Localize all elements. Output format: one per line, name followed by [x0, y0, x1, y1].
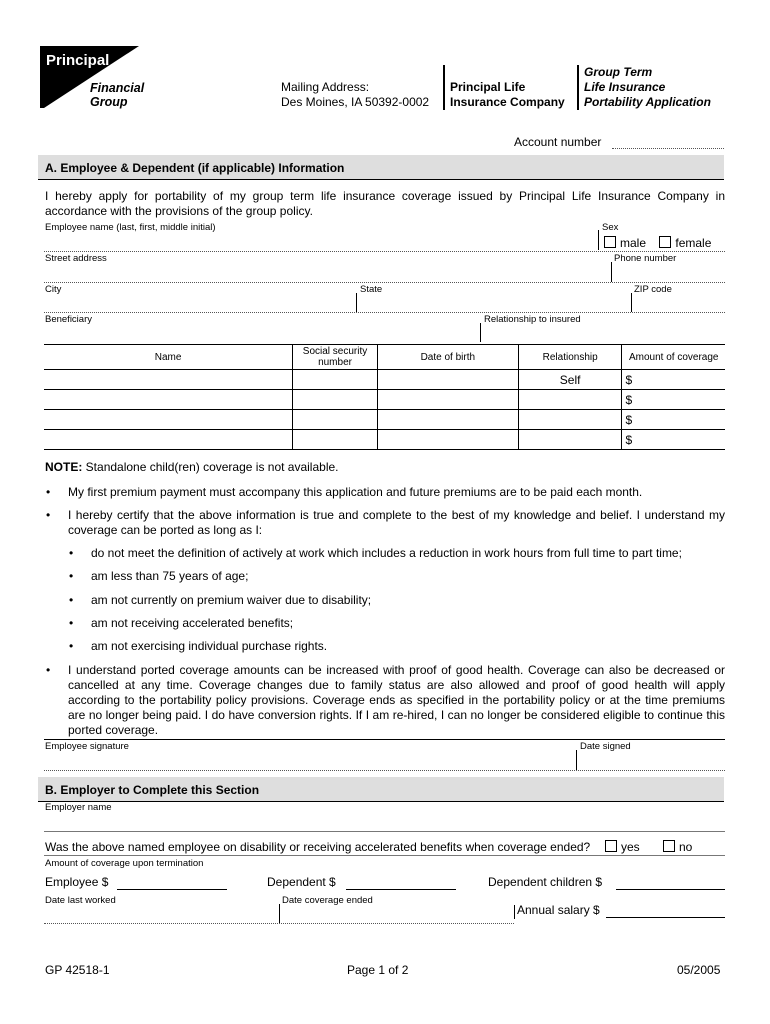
- col-dob-header: Date of birth: [377, 345, 518, 370]
- ssn-cell[interactable]: [293, 430, 378, 450]
- phone-divider: [611, 262, 612, 282]
- table-row: [44, 370, 725, 390]
- ssn-cell[interactable]: [293, 410, 378, 430]
- amount-cell[interactable]: $: [622, 410, 725, 430]
- sub-bullet-2: am less than 75 years of age;: [91, 569, 249, 583]
- date-last-worked-field[interactable]: [44, 923, 514, 924]
- amount-label: Amount of coverage upon termination: [45, 858, 204, 869]
- sub-bullet-1: do not meet the definition of actively at work which includes a reduction in work hours from full time to part time;: [91, 546, 682, 560]
- street-label: Street address: [45, 253, 107, 264]
- question-rule: [44, 855, 725, 856]
- note-text: Standalone child(ren) coverage is not available.: [82, 460, 339, 474]
- state-divider: [356, 293, 357, 312]
- employee-amount-label: Employee $: [45, 875, 109, 889]
- city-field[interactable]: [44, 312, 725, 313]
- header-divider-1: [443, 65, 445, 110]
- company-line-2: Insurance Company: [450, 95, 565, 109]
- sub-bullet-icon: •: [69, 593, 74, 607]
- form-title: [584, 65, 711, 110]
- dependent-amount-field[interactable]: [346, 889, 456, 890]
- employer-name-field[interactable]: [44, 831, 725, 832]
- table-row: [44, 410, 725, 430]
- sub-bullet-5: am not exercising individual purchase rights.: [91, 639, 328, 653]
- col-relationship-header: Relationship: [518, 345, 622, 370]
- employee-amount-field[interactable]: [117, 889, 227, 890]
- date-signed-label: Date signed: [580, 741, 631, 752]
- annual-salary-divider: [514, 905, 515, 919]
- street-field[interactable]: [44, 282, 725, 283]
- relationship-cell[interactable]: [518, 430, 622, 450]
- name-cell[interactable]: [44, 410, 293, 430]
- zip-label: ZIP code: [634, 284, 672, 295]
- logo-principal-text: Principal: [46, 52, 110, 69]
- bullet-icon: •: [46, 485, 51, 499]
- amount-cell[interactable]: $: [622, 370, 725, 390]
- form-title-line-2: Life Insurance: [584, 80, 666, 94]
- form-number: GP 42518-1: [45, 963, 110, 977]
- page-number: Page 1 of 2: [347, 963, 409, 977]
- intro-paragraph: I hereby apply for portability of my group term life insurance coverage issued by Principal Life Insurance Company in accordance with the provisions of the group policy.: [45, 189, 725, 218]
- sex-label: Sex: [602, 222, 619, 233]
- dob-cell[interactable]: [377, 410, 518, 430]
- no-option: [663, 840, 692, 854]
- header-divider-2: [577, 65, 579, 110]
- dob-cell[interactable]: [377, 370, 518, 390]
- employer-name-label: Employer name: [45, 802, 112, 813]
- form-title-line-3: Portability Application: [584, 95, 711, 109]
- name-cell[interactable]: [44, 430, 293, 450]
- company-name: [450, 80, 565, 110]
- employee-name-label: Employee name (last, first, middle initial): [45, 222, 216, 233]
- name-cell[interactable]: [44, 370, 293, 390]
- note-label: NOTE:: [45, 460, 83, 474]
- annual-salary-field[interactable]: [606, 917, 725, 918]
- relationship-cell[interactable]: [518, 410, 622, 430]
- table-row: [44, 390, 725, 410]
- dob-cell[interactable]: [377, 390, 518, 410]
- signature-label: Employee signature: [45, 741, 129, 752]
- employee-name-field[interactable]: [44, 251, 725, 252]
- city-label: City: [45, 284, 62, 295]
- form-title-line-1: Group Term: [584, 65, 653, 79]
- bullet-icon: •: [46, 508, 51, 522]
- bullet-1: My first premium payment must accompany this application and future premiums are to be paid each month.: [68, 485, 643, 499]
- sub-bullet-icon: •: [69, 569, 74, 583]
- yes-label: yes: [621, 840, 640, 854]
- sub-bullet-3: am not currently on premium waiver due to disability;: [91, 593, 372, 607]
- male-checkbox[interactable]: [604, 236, 616, 248]
- no-label: no: [679, 840, 693, 854]
- sub-bullet-icon: •: [69, 639, 74, 653]
- mailing-label: Mailing Address:: [281, 80, 370, 94]
- amount-cell[interactable]: $: [622, 430, 725, 450]
- annual-salary-label: Annual salary $: [517, 903, 600, 917]
- coverage-table: [44, 344, 725, 450]
- relationship-label: Relationship to insured: [484, 314, 581, 325]
- beneficiary-label: Beneficiary: [45, 314, 92, 325]
- bullet-icon: •: [46, 663, 51, 677]
- col-ssn-header: Social security number: [293, 345, 378, 370]
- col-name-header: Name: [44, 345, 293, 370]
- sub-bullet-icon: •: [69, 616, 74, 630]
- account-number-label: Account number: [514, 135, 602, 149]
- sex-options: [604, 236, 711, 250]
- note: [45, 460, 339, 474]
- state-label: State: [360, 284, 383, 295]
- zip-divider: [631, 293, 632, 312]
- company-line-1: Principal Life: [450, 80, 526, 94]
- ssn-cell[interactable]: [293, 370, 378, 390]
- form-date: 05/2005: [677, 963, 721, 977]
- yes-option: [605, 840, 640, 854]
- account-number-field[interactable]: [612, 148, 724, 149]
- signature-top-rule: [44, 739, 725, 740]
- sub-bullet-4: am not receiving accelerated benefits;: [91, 616, 294, 630]
- mailing-address: [281, 80, 429, 110]
- logo-financial-text: Financial: [90, 81, 145, 95]
- date-coverage-ended-label: Date coverage ended: [282, 895, 373, 906]
- disability-question: Was the above named employee on disability or receiving accelerated benefits when coverage ended?: [45, 840, 591, 854]
- section-a-title: A. Employee & Dependent (if applicable) Information: [45, 161, 345, 175]
- relationship-cell: Self: [518, 370, 622, 390]
- ssn-cell[interactable]: [293, 390, 378, 410]
- no-checkbox[interactable]: [663, 840, 675, 852]
- relationship-divider: [480, 323, 481, 342]
- dependent-children-field[interactable]: [616, 889, 725, 890]
- dependent-amount-label: Dependent $: [267, 875, 336, 889]
- sub-bullet-icon: •: [69, 546, 74, 560]
- coverage-ended-divider: [279, 904, 280, 923]
- amount-cell[interactable]: $: [622, 390, 725, 410]
- section-a-header: [38, 155, 724, 180]
- name-cell[interactable]: [44, 390, 293, 410]
- female-label: female: [675, 236, 712, 250]
- table-row: [44, 430, 725, 450]
- logo-group-text: Group: [90, 95, 128, 109]
- section-b-header: [38, 777, 724, 802]
- female-checkbox[interactable]: [659, 236, 671, 248]
- bullet-3: I understand ported coverage amounts can be increased with proof of good health. Coverage can also be decreased or cancelled at any time. Coverage changes due to family status are also allowed and proof of good health will apply according to the portability policy provisions. Coverage ends as specified in the portability policy or at the time premiums are no longer being paid. I do have conversion rights. If I am re-hired, I can no longer be considered eligible to continue this ported coverage.: [68, 663, 725, 737]
- section-b-title: B. Employer to Complete this Section: [45, 783, 260, 797]
- principal-logo: [40, 46, 145, 109]
- sex-divider: [598, 230, 599, 250]
- dependent-children-label: Dependent children $: [488, 875, 603, 889]
- signature-field[interactable]: [44, 770, 725, 771]
- date-signed-divider: [576, 750, 577, 770]
- dob-cell[interactable]: [377, 430, 518, 450]
- mailing-city: Des Moines, IA 50392-0002: [281, 95, 430, 109]
- male-label: male: [620, 236, 647, 250]
- date-last-worked-label: Date last worked: [45, 895, 116, 906]
- bullet-2: I hereby certify that the above information is true and complete to the best of my knowledge and belief. I understand my coverage can be ported as long as I:: [68, 508, 725, 537]
- phone-label: Phone number: [614, 253, 677, 264]
- table-header-row: [44, 345, 725, 370]
- col-amount-header: Amount of coverage: [622, 345, 725, 370]
- yes-checkbox[interactable]: [605, 840, 617, 852]
- relationship-cell[interactable]: [518, 390, 622, 410]
